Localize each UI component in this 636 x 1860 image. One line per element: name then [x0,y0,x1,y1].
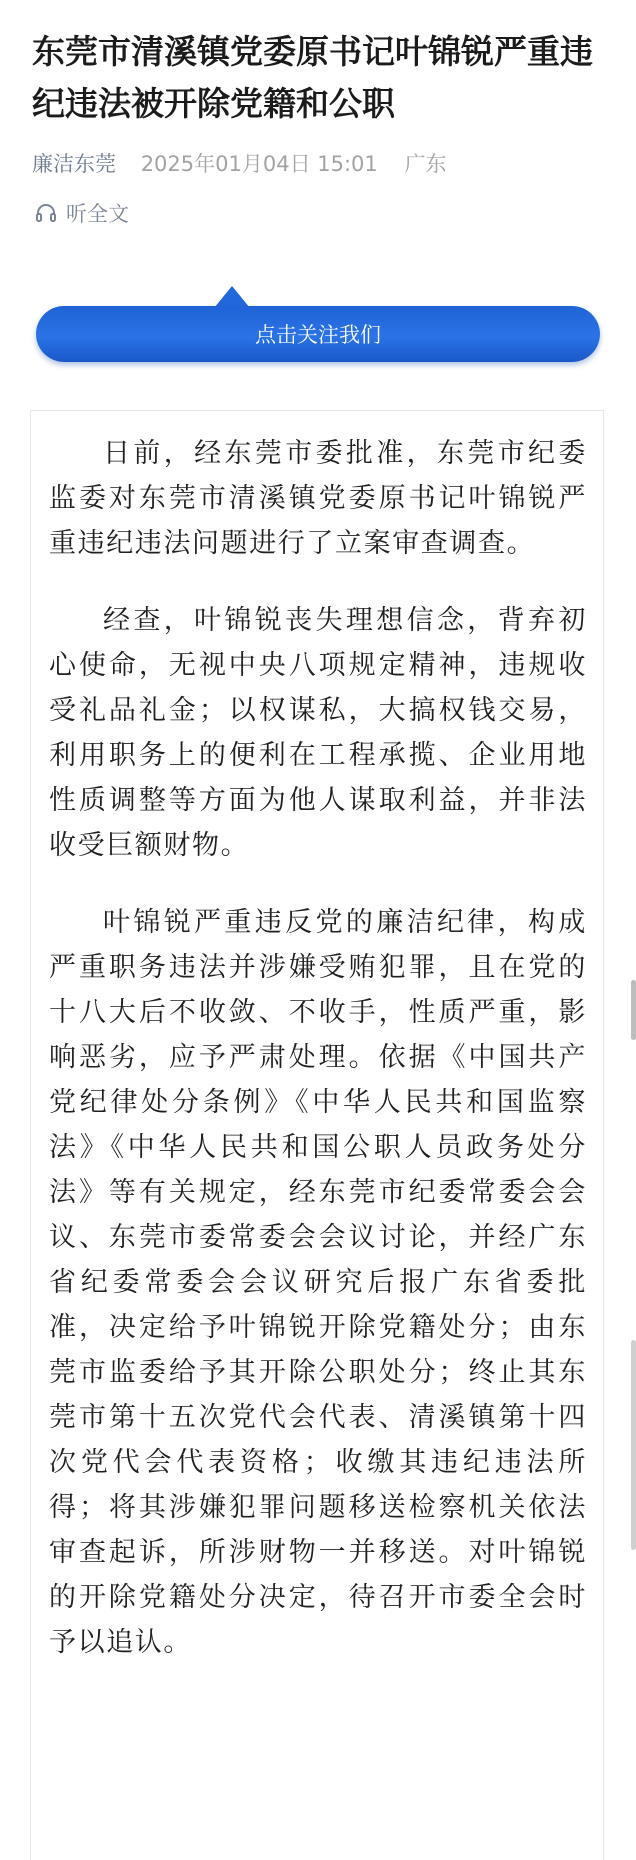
listen-label: 听全文 [66,202,129,226]
headphones-icon [34,201,58,225]
paragraph: 经查，叶锦锐丧失理想信念，背弃初心使命，无视中央八项规定精神，违规收受礼品礼金；以权谋私，大搞权钱交易，利用职务上的便利在工程承揽、企业用地性质调整等方面为他人谋取利益，并非法收受巨额财物。 [49,605,587,861]
follow-banner [36,286,600,364]
article-meta [32,148,446,178]
article-title: 东莞市清溪镇党委原书记叶锦锐严重违纪违法被开除党籍和公职 [32,32,593,123]
scrollbar-thumb-secondary[interactable] [631,1340,636,1550]
banner-pointer [214,286,250,308]
region-label: 广东 [404,152,447,176]
listen-full-text-button[interactable] [34,198,129,228]
article-body [30,410,604,1860]
follow-us-button[interactable]: 点击关注我们 [36,306,600,362]
scrollbar[interactable] [630,980,636,1040]
source-name[interactable]: 廉洁东莞 [32,152,116,176]
paragraph: 日前，经东莞市委批准，东莞市纪委监委对东莞市清溪镇党委原书记叶锦锐严重违纪违法问题进行了立案审查调查。 [49,438,587,559]
publish-date: 2025年01月04日 15:01 [140,152,378,176]
scrollbar-thumb[interactable] [631,980,636,1040]
paragraph: 叶锦锐严重违反党的廉洁纪律，构成严重职务违法并涉嫌受贿犯罪，且在党的十八大后不收敛、不收手，性质严重，影响恶劣，应予严肃处理。依据《中国共产党纪律处分条例》《中华人民共和国监察法》《中华人民共和国公职人员政务处分法》等有关规定，经东莞市纪委常委会会议、东莞市委常委会会议讨论，并经广东省纪委常委会会议研究后报广东省委批准，决定给予叶锦锐开除党籍处分；由东莞市监委给予其开除公职处分；终止其东莞市第十五次党代会代表、清溪镇第十四次党代会代表资格；收缴其违纪违法所得；将其涉嫌犯罪问题移送检察机关依法审查起诉，所涉财物一并移送。对叶锦锐的开除党籍处分决定，待召开市委全会时予以追认。 [49,907,587,1658]
